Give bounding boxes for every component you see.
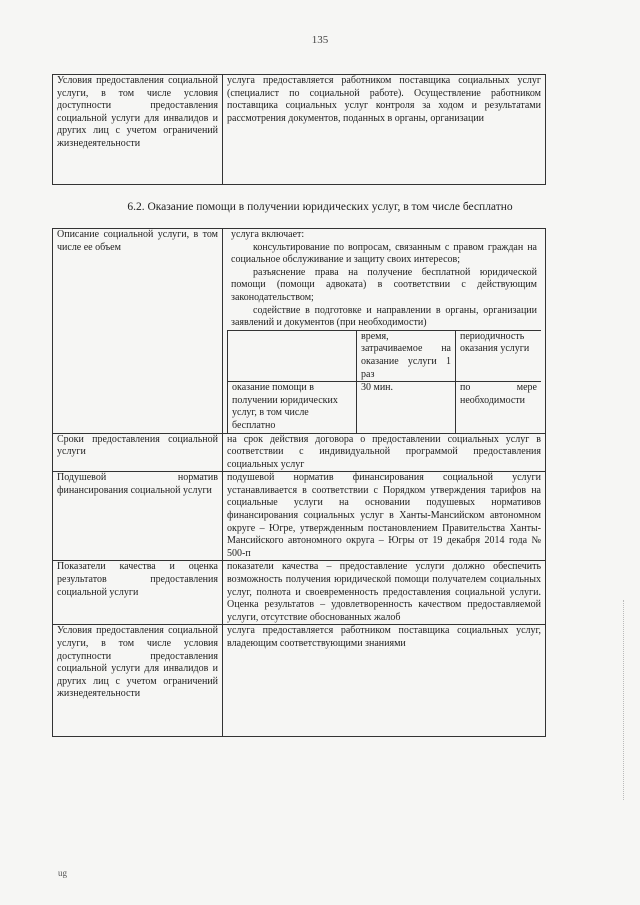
row-value: услуга предоставляется работником поставщика социальных услуг (специалист по социальной работе). Осуществление работником поставщика социальных услуг контроля за ходом и результатами рассмотрения документов, поданных в органы, организации [223,75,546,185]
service-table [52,228,546,737]
conditions-table-continued [52,74,546,185]
description-intro: услуга включает: [231,229,305,240]
footer-mark: ug [58,868,67,878]
list-item: содействие в подготовке и направлении в органы, организации заявлений и документов (при необходимости) [231,304,537,329]
service-name-cell: оказание помощи в получении юридических услуг, в том числе бесплатно [228,382,357,433]
row-value: услуга предоставляется работником поставщика социальных услуг, владеющим соответствующими знаниями [223,625,546,737]
row-value [223,229,546,434]
section-heading: 6.2. Оказание помощи в получении юридических услуг, в том числе бесплатно [127,201,513,213]
row-label: Условия предоставления социальной услуги, в том числе условия доступности предоставления социальной услуги для инвалидов и других лиц с учетом ограничений жизнедеятельности [53,75,223,185]
row-value: на срок действия договора о предоставлении социальных услуг в соответствии с индивидуальной программой предоставления социальных услуг [223,433,546,472]
row-label: Условия предоставления социальной услуги, в том числе условия доступности предоставления социальной услуги для инвалидов и других лиц с учетом ограничений жизнедеятельности [53,625,223,737]
row-value: подушевой норматив финансирования социальной услуги устанавливается в соответствии с Порядком утверждения тарифов на социальные услуги на основании подушевых нормативов финансирования социальных услуг в Ханты-Мансийском автономном округе – Югре, утвержденным постановлением Правительства Ханты-Мансийского автономного округа – Югры от 19 декабря 2014 года № 500-п [223,472,546,561]
header-cell-empty [228,330,357,381]
row-label: Сроки предоставления социальной услуги [53,433,223,472]
time-cell: 30 мин. [357,382,456,433]
table-row-conditions [53,625,546,737]
table-row [228,330,542,381]
table-row-norm [53,472,546,561]
table-row-quality [53,561,546,625]
header-cell-time: время, затрачиваемое на оказание услуги 1 раз [357,330,456,381]
time-table [227,330,541,433]
row-value: показатели качества – предоставление услуги должно обеспечить возможность получения юридической помощи получателем социальных услуг, полнота и своевременность предоставления социальной услуги. Оценка результатов – удовлетворенность качеством предоставляемой услуги, отсутствие обоснованных жалоб [223,561,546,625]
table-row [53,75,546,185]
row-label: Описание социальной услуги, в том числе ее объем [53,229,223,434]
table-row-terms [53,433,546,472]
header-cell-period: периодичность оказания услуги [456,330,542,381]
period-cell: по мере необходимости [456,382,542,433]
page-number: 135 [311,34,329,46]
list-item: консультирование по вопросам, связанным с правом граждан на социальное обслуживание и защиту своих интересов; [231,241,537,266]
table-row-description [53,229,546,434]
scan-edge-marks [623,600,626,800]
row-label: Показатели качества и оценка результатов предоставления социальной услуги [53,561,223,625]
list-item: разъяснение права на получение бесплатной юридической помощи (помощи адвоката) в соответствии с действующим законодательством; [231,266,537,303]
row-label: Подушевой норматив финансирования социальной услуги [53,472,223,561]
table-row [228,382,542,433]
